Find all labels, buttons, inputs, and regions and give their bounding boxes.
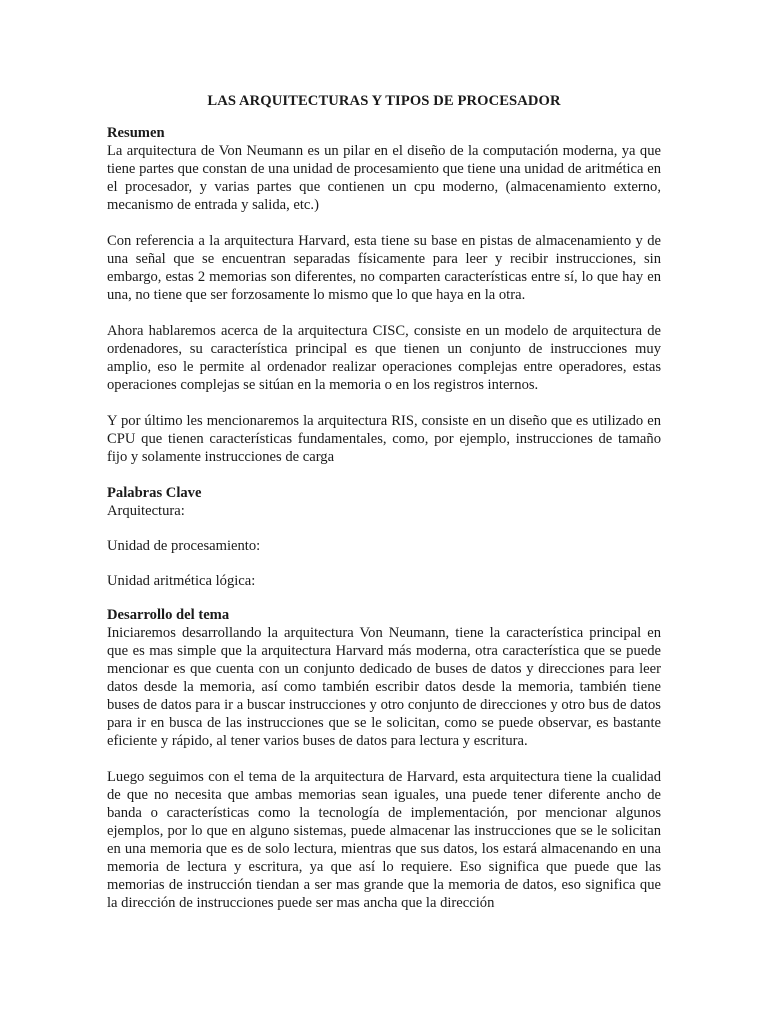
keyword-item-2: Unidad de procesamiento: — [107, 538, 261, 554]
desarrollo-heading: Desarrollo del tema — [107, 607, 230, 623]
desarrollo-paragraph-2: Luego seguimos con el tema de la arquitectura de Harvard, esta arquitectura tiene la cualidad de que no necesita que ambas memorias sean iguales, una puede tener diferente ancho de banda o características como la tecnología de implementación, por mencionar algunos ejemplos, por lo que en alguno sistemas, puede almacenar las instrucciones que se le solicitan en una memoria que es de solo lectura, mientras que sus datos, los estará almacenando en una memoria de lectura y escritura, ya que así lo requiere. Eso significa que puede que las memorias de instrucción tiendan a ser mas grande que la memoria de datos, eso significa que la dirección de instrucciones puede ser mas ancha que la dirección — [107, 769, 661, 911]
keywords-section — [107, 484, 661, 590]
document-title: LAS ARQUITECTURAS Y TIPOS DE PROCESADOR — [207, 93, 561, 109]
keyword-item-3: Unidad aritmética lógica: — [107, 573, 256, 589]
resumen-paragraph-3: Ahora hablaremos acerca de la arquitectura CISC, consiste en un modelo de arquitectura de ordenadores, su característica principal es que tienen un conjunto de instrucciones muy amplio, eso le permite al ordenador realizar operaciones complejas entre operadores, estas operaciones complejas se sitúan en la memoria o en los registros internos. — [107, 323, 661, 393]
desarrollo-paragraph-1: Iniciaremos desarrollando la arquitectura Von Neumann, tiene la característica principal en que es mas simple que la arquitectura Harvard más moderna, otra característica que se puede mencionar es que cuenta con un conjunto dedicado de buses de datos y direcciones para leer datos desde la memoria, así como también escribir datos desde la memoria, también tiene buses de datos para ir a buscar instrucciones y otro conjunto de direcciones y otro bus de datos para ir en busca de las instrucciones que se le solicitan, como se puede observar, es bastante eficiente y rápido, al tener varios buses de datos para lectura y escritura. — [107, 625, 661, 749]
resumen-paragraph-1: La arquitectura de Von Neumann es un pilar en el diseño de la computación moderna, ya que tiene partes que constan de una unidad de procesamiento que tiene una unidad de aritmética en el procesador, y varias partes que contienen un cpu moderno, (almacenamiento externo, mecanismo de entrada y salida, etc.) — [107, 143, 661, 213]
keywords-heading: Palabras Clave — [107, 485, 202, 501]
desarrollo-section — [107, 606, 661, 912]
resumen-heading: Resumen — [107, 125, 165, 141]
resumen-paragraph-4: Y por último les mencionaremos la arquitectura RIS, consiste en un diseño que es utilizado en CPU que tienen características fundamentales, como, por ejemplo, instrucciones de tamaño fijo y solamente instrucciones de carga — [107, 413, 661, 465]
resumen-paragraph-2: Con referencia a la arquitectura Harvard, esta tiene su base en pistas de almacenamiento y de una señal que se encuentran separadas físicamente para leer y recibir instrucciones, sin embargo, estas 2 memorias son diferentes, no comparten características entre sí, lo que hay en una, no tiene que ser forzosamente lo mismo que lo que haya en la otra. — [107, 233, 661, 303]
keyword-item-1: Arquitectura: — [107, 503, 185, 519]
resumen-section — [107, 124, 661, 466]
